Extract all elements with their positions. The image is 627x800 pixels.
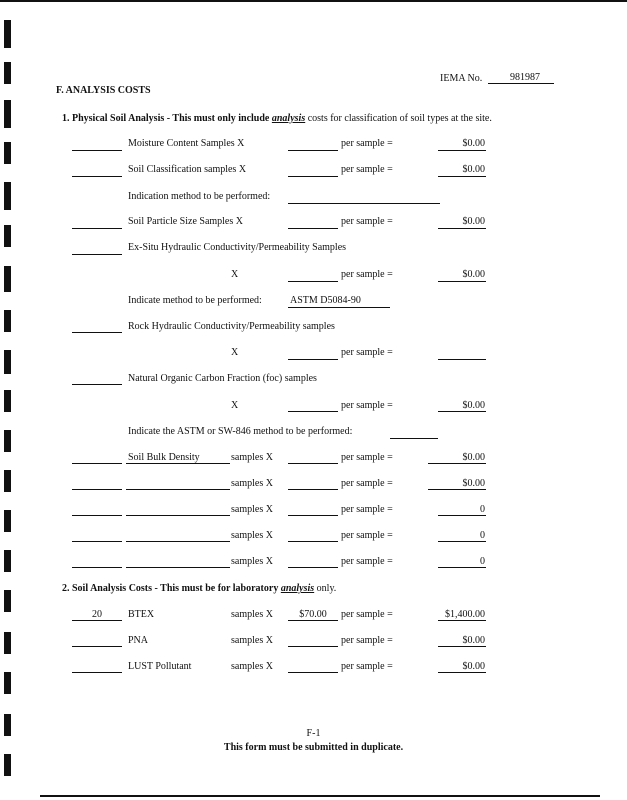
btex-total: $1,400.00 (445, 609, 485, 620)
particle-label: Soil Particle Size Samples X (128, 216, 243, 227)
moisture-total: $0.00 (462, 138, 485, 149)
per-sample-label: per sample = (341, 216, 393, 227)
foc-x: X (231, 400, 239, 411)
scan-top-border (0, 0, 627, 2)
indication-method-label: Indication method to be performed: (128, 191, 271, 202)
pna-name: PNA (128, 635, 149, 646)
per-sample-label: per sample = (341, 452, 393, 463)
lust-price-field[interactable] (288, 672, 338, 673)
scan-bottom-border (40, 795, 600, 797)
per-sample-label: per sample = (341, 530, 393, 541)
other-qty-field[interactable] (72, 567, 122, 568)
moisture-price-field[interactable] (288, 150, 338, 151)
exsitu-total: $0.00 (462, 269, 485, 280)
other-qty-field[interactable] (72, 463, 122, 464)
exsitu-label: Ex-Situ Hydraulic Conductivity/Permeability Samples (128, 242, 347, 253)
rock-qty-field[interactable] (72, 332, 122, 333)
btex-name: BTEX (128, 609, 155, 620)
per-sample-label: per sample = (341, 347, 393, 358)
btex-qty[interactable]: 20 (92, 609, 102, 620)
other-name-field[interactable] (126, 489, 230, 490)
soil-heading: 2. Soil Analysis Costs - This must be for laboratory analysis only. (62, 583, 337, 594)
rock-label: Rock Hydraulic Conductivity/Permeability samples (128, 321, 335, 332)
other-total: $0.00 (462, 478, 485, 489)
per-sample-label: per sample = (341, 635, 393, 646)
classification-price-field[interactable] (288, 176, 338, 177)
particle-total: $0.00 (462, 216, 485, 227)
btex-price[interactable]: $70.00 (299, 609, 327, 620)
iema-number[interactable]: 981987 (510, 72, 540, 83)
astm-field[interactable] (390, 438, 438, 439)
other-price-field[interactable] (288, 463, 338, 464)
samples-label: samples X (231, 635, 273, 646)
pna-price-field[interactable] (288, 646, 338, 647)
exsitu-price-field[interactable] (288, 281, 338, 282)
pna-total: $0.00 (462, 635, 485, 646)
astm-label: Indicate the ASTM or SW-846 method to be performed: (128, 426, 353, 437)
exsitu-qty-field[interactable] (72, 254, 122, 255)
per-sample-label: per sample = (341, 138, 393, 149)
method-value[interactable]: ASTM D5084-90 (290, 295, 361, 306)
other-name-field[interactable] (126, 541, 230, 542)
other-price-field[interactable] (288, 541, 338, 542)
lust-qty-field[interactable] (72, 672, 122, 673)
physical-heading: 1. Physical Soil Analysis - This must only include analysis costs for classification of soil types at the site. (62, 113, 492, 124)
rock-price-field[interactable] (288, 359, 338, 360)
samples-label: samples X (231, 478, 273, 489)
samples-label: samples X (231, 609, 273, 620)
other-total: $0.00 (462, 452, 485, 463)
samples-label: samples X (231, 530, 273, 541)
classification-qty-field[interactable] (72, 176, 122, 177)
rock-x: X (231, 347, 239, 358)
other-total: 0 (480, 530, 485, 541)
per-sample-label: per sample = (341, 609, 393, 620)
per-sample-label: per sample = (341, 478, 393, 489)
particle-qty-field[interactable] (72, 228, 122, 229)
other-price-field[interactable] (288, 567, 338, 568)
other-qty-field[interactable] (72, 541, 122, 542)
pna-qty-field[interactable] (72, 646, 122, 647)
per-sample-label: per sample = (341, 164, 393, 175)
other-name-field[interactable] (126, 567, 230, 568)
page-id: F-1 (306, 728, 321, 739)
indication-method-field[interactable] (288, 203, 440, 204)
foc-total: $0.00 (462, 400, 485, 411)
foc-label: Natural Organic Carbon Fraction (foc) samples (128, 373, 317, 384)
lust-total: $0.00 (462, 661, 485, 672)
method-label: Indicate method to be performed: (128, 295, 262, 306)
other-name[interactable]: Soil Bulk Density (128, 452, 200, 463)
other-qty-field[interactable] (72, 489, 122, 490)
foc-qty-field[interactable] (72, 384, 122, 385)
other-price-field[interactable] (288, 515, 338, 516)
classification-label: Soil Classification samples X (128, 164, 247, 175)
per-sample-label: per sample = (341, 269, 393, 280)
duplicate-note: This form must be submitted in duplicate. (223, 742, 404, 753)
section-title: F. ANALYSIS COSTS (56, 85, 151, 96)
per-sample-label: per sample = (341, 556, 393, 567)
other-total: 0 (480, 504, 485, 515)
iema-label: IEMA No. (440, 73, 483, 84)
samples-label: samples X (231, 504, 273, 515)
exsitu-x: X (231, 269, 239, 280)
other-price-field[interactable] (288, 489, 338, 490)
lust-name: LUST Pollutant (128, 661, 192, 672)
per-sample-label: per sample = (341, 661, 393, 672)
moisture-qty-field[interactable] (72, 150, 122, 151)
samples-label: samples X (231, 556, 273, 567)
per-sample-label: per sample = (341, 504, 393, 515)
samples-label: samples X (231, 661, 273, 672)
per-sample-label: per sample = (341, 400, 393, 411)
particle-price-field[interactable] (288, 228, 338, 229)
other-total: 0 (480, 556, 485, 567)
other-name-field[interactable] (126, 515, 230, 516)
other-qty-field[interactable] (72, 515, 122, 516)
moisture-label: Moisture Content Samples X (128, 138, 245, 149)
classification-total: $0.00 (462, 164, 485, 175)
samples-label: samples X (231, 452, 273, 463)
foc-price-field[interactable] (288, 411, 338, 412)
